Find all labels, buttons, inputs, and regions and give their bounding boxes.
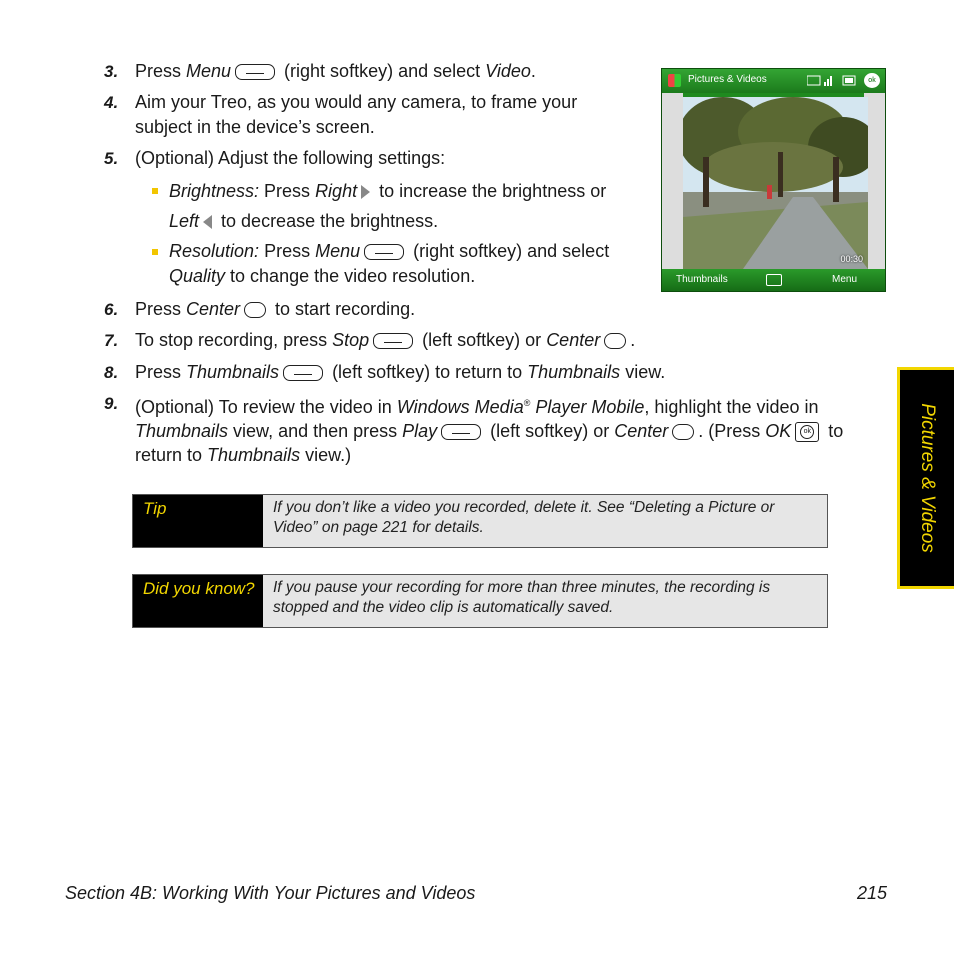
step-text: (left softkey) or (417, 330, 547, 350)
step-5 (104, 146, 446, 171)
did-you-know-box (132, 574, 828, 628)
step-text: . (530, 61, 536, 81)
recording-timer: 00:30 (840, 254, 863, 264)
did-you-know-label: Did you know? (133, 575, 263, 627)
step-text: Press (259, 241, 316, 261)
setting-label: Brightness: (169, 181, 260, 201)
chapter-side-tab (897, 367, 954, 589)
device-ok-button: ok (864, 73, 880, 88)
step-text: Press (135, 299, 187, 319)
stop-term: Stop (332, 330, 370, 350)
bullet-resolution (169, 239, 609, 263)
keyboard-icon (766, 274, 782, 286)
thumbnails-term: Thumbnails (207, 445, 301, 465)
device-screenshot (661, 68, 886, 292)
play-term: Play (402, 421, 438, 441)
step-number: 7. (104, 331, 119, 350)
step-text: . (630, 330, 636, 350)
center-key-icon (244, 302, 266, 318)
bullet-brightness-line2 (169, 209, 438, 233)
left-arrow-icon (203, 215, 212, 229)
step-number: 6. (104, 300, 119, 319)
center-key-icon (604, 333, 626, 349)
softkey-icon (235, 64, 275, 80)
step-text: to (823, 421, 844, 441)
step-text: view, and then press (228, 421, 403, 441)
step-number: 5. (104, 149, 119, 168)
device-title: Pictures & Videos (688, 74, 767, 85)
thumbnails-term: Thumbnails (527, 362, 621, 382)
bullet-icon (152, 188, 158, 194)
center-term: Center (186, 299, 241, 319)
step-text: Aim your Treo, as you would any camera, to frame your (135, 92, 578, 112)
setting-label: Resolution: (169, 241, 260, 261)
step-text: to increase the brightness or (374, 181, 607, 201)
step-7 (104, 328, 636, 353)
step-number: 8. (104, 363, 119, 382)
step-text: subject in the device’s screen. (135, 117, 375, 137)
step-text: Press (135, 362, 187, 382)
right-term: Right (315, 181, 358, 201)
step-text: , highlight the video in (644, 397, 819, 417)
bullet-brightness (169, 179, 606, 203)
step-text: Press (259, 181, 316, 201)
player-term: Player Mobile (530, 397, 645, 417)
center-key-icon (672, 424, 694, 440)
did-you-know-text: If you pause your recording for more than three minutes, the recording is stopped and the video clip is automatically saved. (273, 579, 771, 616)
video-scene-image (683, 97, 868, 269)
step-text: view. (620, 362, 666, 382)
bullet-resolution-line2 (169, 264, 475, 288)
step-text: (Optional) To review the video in (135, 397, 397, 417)
device-title-bar (662, 69, 885, 93)
softkey-icon (373, 333, 413, 349)
video-preview (683, 97, 868, 269)
step-text: (left softkey) or (485, 421, 615, 441)
softkey-icon (283, 365, 323, 381)
status-icons (807, 74, 857, 87)
step-text: view.) (300, 445, 352, 465)
windows-media-term: Windows Media (396, 397, 524, 417)
step-4 (104, 90, 578, 137)
thumbnails-term: Thumbnails (186, 362, 280, 382)
softkey-icon (441, 424, 481, 440)
right-arrow-icon (361, 185, 370, 199)
registered-mark: ® (523, 398, 531, 408)
device-right-softkey: Menu (831, 274, 857, 285)
ok-term: OK (765, 421, 792, 441)
windows-start-icon (668, 74, 681, 87)
step-text: return to (135, 445, 208, 465)
tip-box (132, 494, 828, 548)
step-text: to change the video resolution. (225, 266, 476, 286)
step-text: (right softkey) and select (408, 241, 610, 261)
step-6 (104, 297, 416, 322)
left-term: Left (169, 211, 200, 231)
step-text: to decrease the brightness. (216, 211, 439, 231)
tip-text: If you don’t like a video you recorded, delete it. See “Deleting a Picture or Video” on page 221 for details. (273, 499, 775, 536)
device-menu-bar (662, 269, 885, 291)
step-8 (104, 360, 666, 385)
menu-term: Menu (315, 241, 361, 261)
softkey-icon (364, 244, 404, 260)
step-text: To stop recording, press (135, 330, 333, 350)
step-text: to start recording. (270, 299, 416, 319)
footer-section: Section 4B: Working With Your Pictures and Videos (65, 883, 476, 903)
step-text: (Optional) Adjust the following settings: (135, 148, 446, 168)
video-margin-left (662, 93, 683, 269)
video-term: Video (485, 61, 531, 81)
ok-key-icon: ok (795, 422, 819, 442)
step-number: 9. (104, 394, 119, 413)
step-number: 4. (104, 93, 119, 112)
step-9 (104, 391, 844, 465)
step-text: (left softkey) to return to (327, 362, 528, 382)
tip-label: Tip (133, 495, 263, 547)
center-term: Center (614, 421, 669, 441)
step-3 (104, 59, 536, 84)
step-number: 3. (104, 62, 119, 81)
page-number: 215 (857, 883, 888, 903)
bullet-icon (152, 249, 158, 255)
step-text: . (Press (698, 421, 766, 441)
step-text: Press (135, 61, 187, 81)
center-term: Center (546, 330, 601, 350)
thumbnails-term: Thumbnails (135, 421, 229, 441)
device-left-softkey: Thumbnails (676, 274, 728, 285)
chapter-tab-label: Pictures & Videos (917, 403, 938, 553)
step-text: (right softkey) and select (279, 61, 486, 81)
quality-term: Quality (169, 266, 226, 286)
menu-term: Menu (186, 61, 232, 81)
